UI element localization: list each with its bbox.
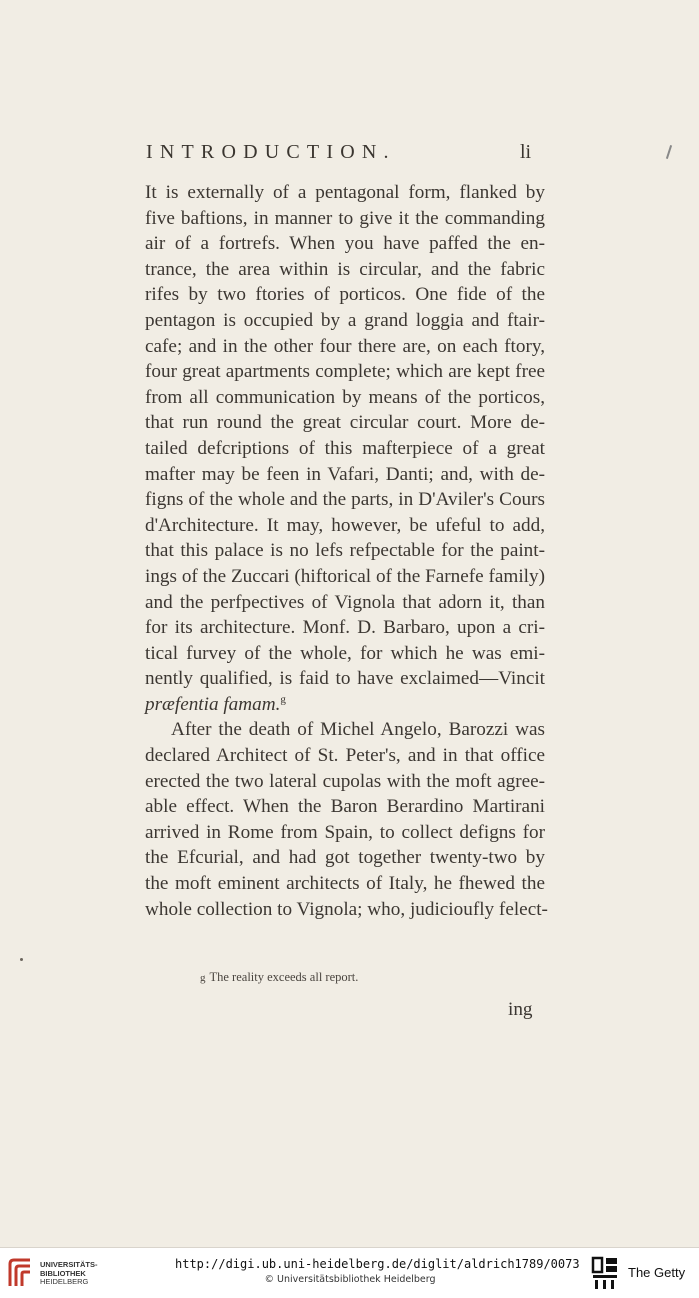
text-line: whole collection to Vignola; who, judicioufly felect-: [145, 898, 548, 920]
viewer-footer: [0, 1247, 699, 1298]
footnote: [200, 970, 358, 985]
footnote-text: The reality exceeds all report.: [209, 970, 359, 984]
text-line: tical furvey of the whole, for which he was emi-: [145, 642, 545, 664]
text-line: cafe; and in the other four there are, on each ftory,: [145, 335, 545, 357]
university-library-logo[interactable]: [8, 1256, 178, 1290]
text-line: air of a fortrefs. When you have paffed the en-: [145, 233, 545, 255]
text-line: declared Architect of St. Peter's, and in that office: [145, 745, 545, 767]
copyright-notice: © Universitätsbibliothek Heidelberg: [264, 1274, 436, 1285]
text-line: the Efcurial, and had got together twenty-two by: [145, 847, 545, 869]
text-line: tailed defcriptions of this mafterpiece of a great: [145, 437, 545, 459]
running-head: INTRODUCTION.: [146, 141, 396, 163]
text-line: d'Architecture. It may, however, be ufeful to add,: [145, 514, 545, 536]
text-line: from all communication by means of the porticos,: [145, 386, 545, 408]
catchword: ing: [508, 999, 533, 1020]
citation-block: [175, 1257, 580, 1285]
text-line: pentagon is occupied by a grand loggia and ftair-: [145, 309, 545, 331]
text-line: and the perfpectives of Vignola that adorn it, than: [145, 591, 545, 613]
paper-speck: [20, 958, 23, 961]
permalink-url[interactable]: http://digi.ub.uni-heidelberg.de/diglit/aldrich1789/0073: [175, 1257, 580, 1271]
page-header: [0, 141, 699, 175]
italic-line: [145, 692, 545, 718]
library-logo-icon: [8, 1258, 34, 1288]
footnote-reference: g: [280, 693, 286, 706]
library-name: UNIVERSITÄTS- BIBLIOTHEK HEIDELBERG: [40, 1260, 98, 1286]
text-line: the moft eminent architects of Italy, he fhewed the: [145, 873, 545, 895]
text-line: nently qualified, is faid to have exclaimed—Vincit: [145, 668, 545, 690]
text-line: that run round the great circular court. More de-: [145, 412, 545, 434]
page-number: li: [520, 141, 532, 163]
text-line: that this palace is no lefs refpectable for the paint-: [145, 540, 545, 562]
text-line: four great apartments complete; which are kept free: [145, 361, 545, 383]
text-line: ings of the Zuccari (hiftorical of the Farnefe family): [145, 565, 545, 587]
text-line: rifes by two ftories of porticos. One fide of the: [145, 284, 545, 306]
text-line: able effect. When the Baron Berardino Martirani: [145, 796, 545, 818]
body-text: [145, 180, 548, 922]
text-line: five baftions, in manner to give it the commanding: [145, 207, 545, 229]
text-line: It is externally of a pentagonal form, flanked by: [145, 182, 545, 203]
text-line: for its architecture. Monf. D. Barbaro, upon a cri-: [145, 617, 545, 639]
text-line: arrived in Rome from Spain, to collect defigns for: [145, 821, 545, 843]
text-line: mafter may be feen in Vafari, Danti; and, with de-: [145, 463, 545, 485]
text-line: figns of the whole and the parts, in D'Aviler's Cours: [145, 489, 545, 511]
text-line: trance, the area within is circular, and the fabric: [145, 258, 545, 280]
getty-label[interactable]: The Getty: [628, 1265, 686, 1280]
getty-logo-icon[interactable]: [590, 1256, 620, 1290]
text-line: After the death of Michel Angelo, Barozzi was: [171, 719, 545, 741]
text-line: erected the two lateral cupolas with the moft agree-: [145, 770, 545, 792]
italic-phrase: præfentia famam.: [145, 693, 281, 715]
footnote-mark: g: [200, 972, 206, 984]
